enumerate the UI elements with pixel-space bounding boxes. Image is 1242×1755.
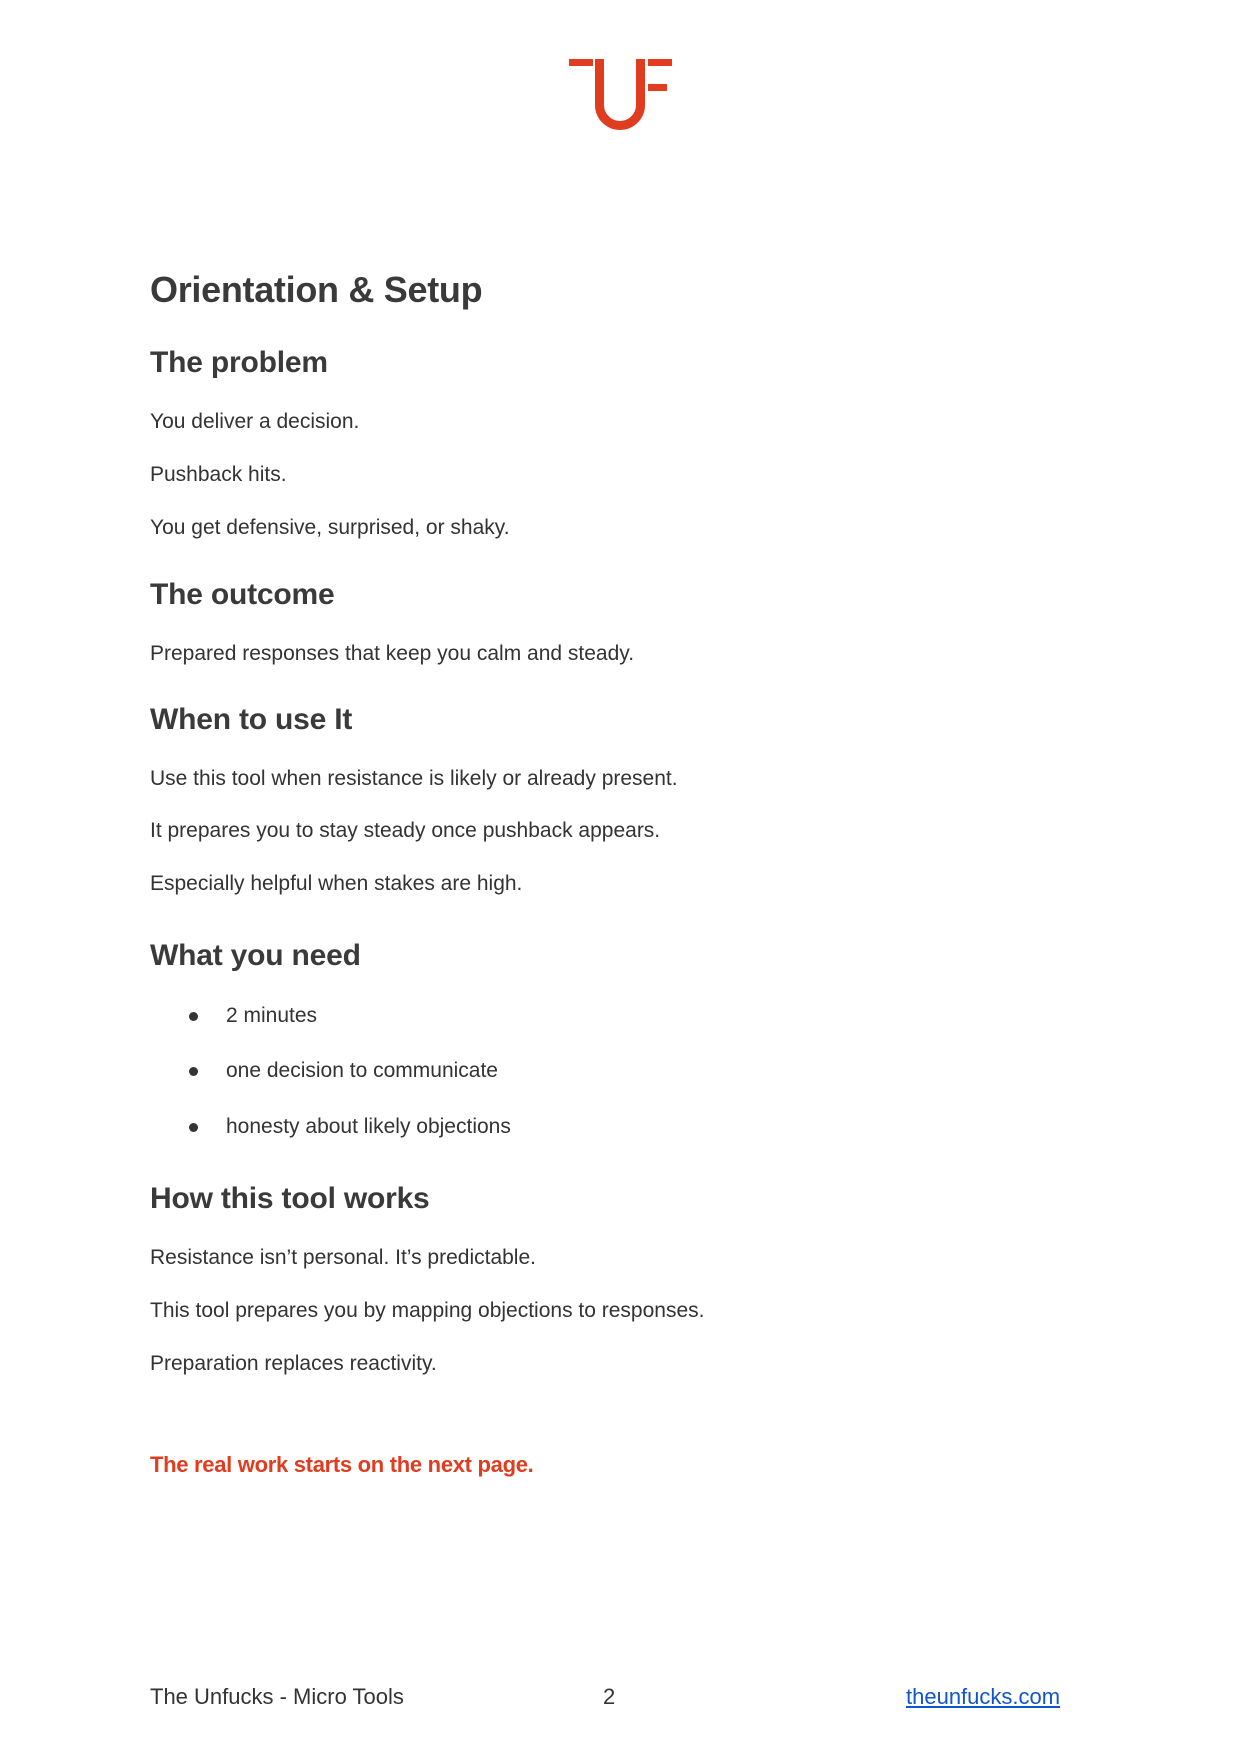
footer-website-link[interactable]: theunfucks.com: [906, 1684, 1061, 1709]
paragraph: Pushback hits.: [150, 463, 287, 486]
list-item: honesty about likely objections: [226, 1115, 511, 1138]
bullet-icon: [189, 1012, 198, 1021]
list-item: one decision to communicate: [226, 1059, 498, 1082]
paragraph: You deliver a decision.: [150, 410, 360, 433]
paragraph: This tool prepares you by mapping objections to responses.: [150, 1299, 705, 1322]
bullet-icon: [189, 1123, 198, 1132]
paragraph: Preparation replaces reactivity.: [150, 1352, 437, 1375]
page-number: 2: [603, 1684, 616, 1709]
paragraph: Use this tool when resistance is likely or already present.: [150, 767, 678, 790]
paragraph: It prepares you to stay steady once pushback appears.: [150, 819, 661, 842]
callout-next-page: The real work starts on the next page.: [150, 1452, 534, 1477]
list-item: 2 minutes: [226, 1004, 318, 1027]
section-heading: The problem: [150, 346, 328, 379]
footer-brand: The Unfucks - Micro Tools: [150, 1684, 404, 1709]
section-heading: The outcome: [150, 578, 335, 611]
paragraph: Resistance isn’t personal. It’s predictable.: [150, 1246, 536, 1269]
paragraph: Prepared responses that keep you calm and steady.: [150, 642, 635, 665]
unfucks-logo: [569, 59, 672, 131]
page-title: Orientation & Setup: [150, 269, 483, 310]
section-heading: How this tool works: [150, 1182, 430, 1215]
paragraph: Especially helpful when stakes are high.: [150, 872, 523, 895]
section-heading: When to use It: [150, 703, 353, 736]
bullet-icon: [189, 1067, 198, 1076]
section-heading: What you need: [150, 939, 361, 972]
paragraph: You get defensive, surprised, or shaky.: [150, 516, 510, 539]
